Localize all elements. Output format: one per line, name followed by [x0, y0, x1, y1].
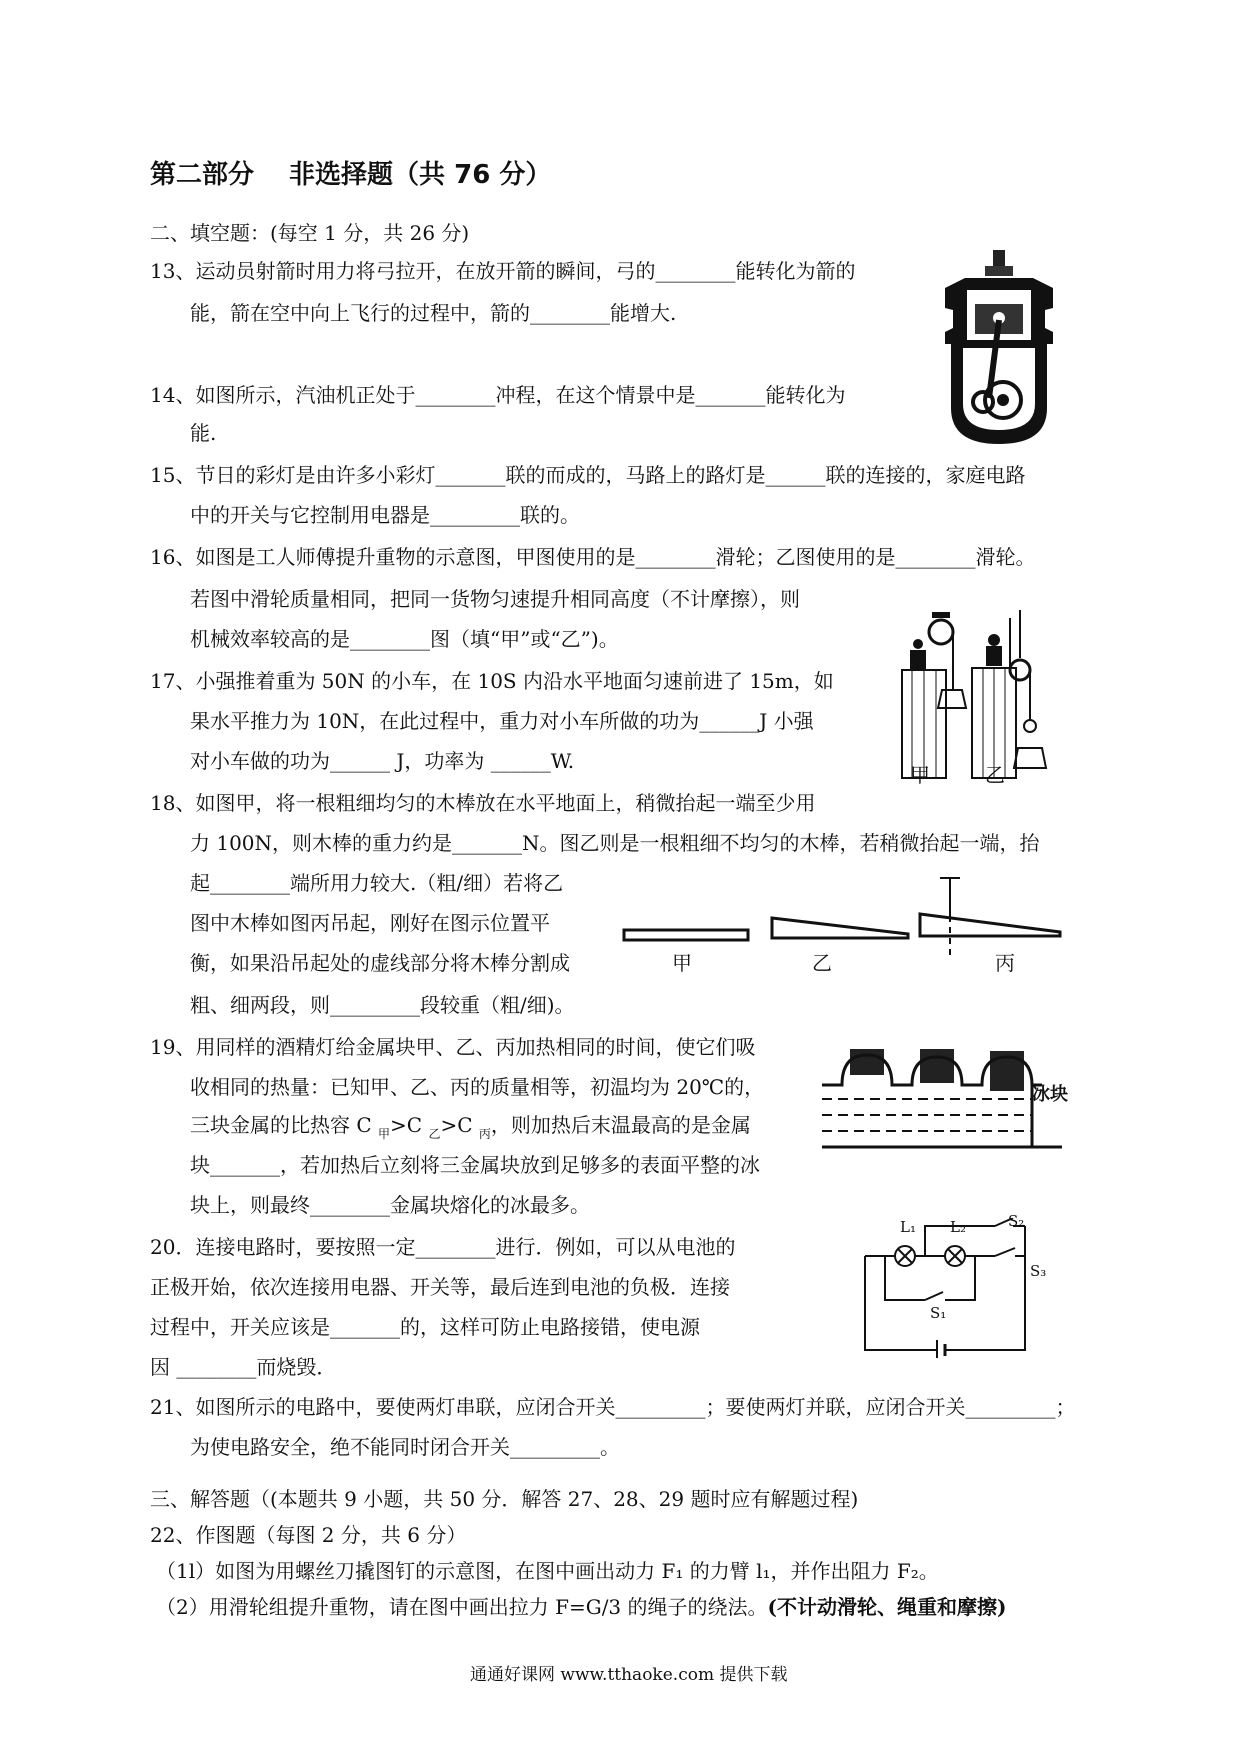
circuit-label-s1: S₁ [930, 1304, 947, 1322]
q18-line5: 衡，如果沿吊起处的虚线部分将木棒分割成 [190, 951, 570, 975]
part2-header: 二、填空题：(每空 1 分，共 26 分) [150, 221, 470, 245]
page-footer: 通通好课网 www.tthaoke.com 提供下载 [470, 1665, 788, 1685]
q22-line3-note: (不计动滑轮、绳重和摩擦) [767, 1595, 1007, 1619]
pulley-label-yi: 乙 [985, 763, 1005, 787]
q13-line2: 能，箭在空中向上飞行的过程中，箭的________能增大. [190, 301, 677, 325]
stick-label-jia: 甲 [672, 951, 692, 975]
ice-block-label: 冰块 [1032, 1084, 1068, 1105]
q21-line2: 为使电路安全，绝不能同时闭合开关_________。 [190, 1435, 620, 1459]
q19-line2: 收相同的热量：已知甲、乙、丙的质量相等，初温均为 20℃的， [190, 1075, 765, 1099]
q17-line1: 17、小强推着重为 50N 的小车，在 10S 内沿水平地面匀速前进了 15m，如 [150, 669, 834, 693]
q22-line2: （1l）如图为用螺丝刀撬图钉的示意图，在图中画出动力 F₁ 的力臂 l₁，并作出阻力 F₂。 [156, 1559, 939, 1583]
q19-line3-b: >C [390, 1113, 429, 1137]
q20-line1: 20．连接电路时，要按照一定________进行．例如，可以从电池的 [150, 1235, 736, 1259]
q20-line3: 过程中，开关应该是_______的，这样可防止电路接错，使电源 [150, 1315, 700, 1339]
q19-line1: 19、用同样的酒精灯给金属块甲、乙、丙加热相同的时间，使它们吸 [150, 1035, 756, 1059]
ice-block-figure [822, 1045, 1062, 1160]
stick-label-yi: 乙 [812, 951, 832, 975]
q18-line4: 图中木棒如图丙吊起，刚好在图示位置平 [190, 911, 550, 935]
q20-line2: 正极开始，依次连接用电器、开关等，最后连到电池的负极．连接 [150, 1275, 730, 1299]
q18-line2: 力 100N，则木棒的重力约是_______N。图乙则是一根粗细不均匀的木棒，若稍微抬起一端，抬 [190, 831, 1040, 855]
q18-line1: 18、如图甲，将一根粗细均匀的木棒放在水平地面上，稍微抬起一端至少用 [150, 791, 816, 815]
circuit-label-l1: L₁ [900, 1218, 916, 1236]
subscript-bing: 丙 [478, 1127, 491, 1141]
wooden-stick-figure [620, 870, 1070, 960]
q20-line4: 因 ________而烧毁． [150, 1355, 337, 1379]
q15-line2: 中的开关与它控制用电器是_________联的。 [190, 503, 580, 527]
subscript-yi: 乙 [428, 1127, 441, 1141]
q16-line2: 若图中滑轮质量相同，把同一货物匀速提升相同高度（不计摩擦），则 [190, 587, 800, 611]
section-title: 第二部分 非选择题（共 76 分） [150, 160, 552, 190]
q19-line3-d: ，则加热后末温最高的是金属 [490, 1113, 751, 1137]
circuit-label-s2: S₂ [1008, 1212, 1025, 1230]
q17-line2: 果水平推力为 10N，在此过程中，重力对小车所做的功为______J 小强 [190, 709, 814, 733]
circuit-label-s3: S₃ [1030, 1262, 1047, 1280]
q18-line6: 粗、细两段，则_________段较重（粗/细)。 [190, 993, 575, 1017]
q22-line1: 22、作图题（每图 2 分，共 6 分） [150, 1523, 467, 1547]
q14-line2: 能. [190, 421, 217, 445]
stick-label-bing: 丙 [995, 951, 1015, 975]
q19-line3-c: >C [440, 1113, 479, 1137]
q22-line3-text: （2）用滑轮组提升重物，请在图中画出拉力 F=G/3 的绳子的绕法。 [156, 1595, 768, 1619]
q19-line3-a: 三块金属的比热容 C [190, 1113, 379, 1137]
q16-line1: 16、如图是工人师傅提升重物的示意图，甲图使用的是________滑轮；乙图使用的是________滑轮。 [150, 545, 1036, 569]
q21-line1: 21、如图所示的电路中，要使两灯串联，应闭合开关_________；要使两灯并联，应闭合开关_________； [150, 1395, 1076, 1419]
gasoline-engine-figure [945, 248, 1055, 448]
q16-line3: 机械效率较高的是________图（填“甲”或“乙”)。 [190, 627, 619, 651]
pulley-label-jia: 甲 [910, 763, 930, 787]
q19-line5: 块上，则最终________金属块熔化的冰最多。 [190, 1193, 590, 1217]
q19-line4: 块_______，若加热后立刻将三金属块放到足够多的表面平整的冰 [190, 1153, 760, 1177]
circuit-label-l2: L₂ [950, 1218, 966, 1236]
q14-line1: 14、如图所示，汽油机正处于________冲程，在这个情景中是_______能转化为 [150, 383, 846, 407]
part3-header: 三、解答题（(本题共 9 小题，共 50 分．解答 27、28、29 题时应有解题过程) [150, 1487, 859, 1511]
q22-line3 [156, 1594, 1006, 1620]
q18-line3: 起________端所用力较大.（粗/细）若将乙 [190, 871, 564, 895]
q17-line3: 对小车做的功为______ J，功率为 ______W. [190, 749, 575, 773]
q15-line1: 15、节日的彩灯是由许多小彩灯_______联的而成的，马路上的路灯是______联的连接的，家庭电路 [150, 463, 1026, 487]
q13-line1: 13、运动员射箭时用力将弓拉开，在放开箭的瞬间，弓的________能转化为箭的 [150, 259, 856, 283]
q19-line3 [190, 1112, 751, 1141]
subscript-jia: 甲 [378, 1127, 391, 1141]
